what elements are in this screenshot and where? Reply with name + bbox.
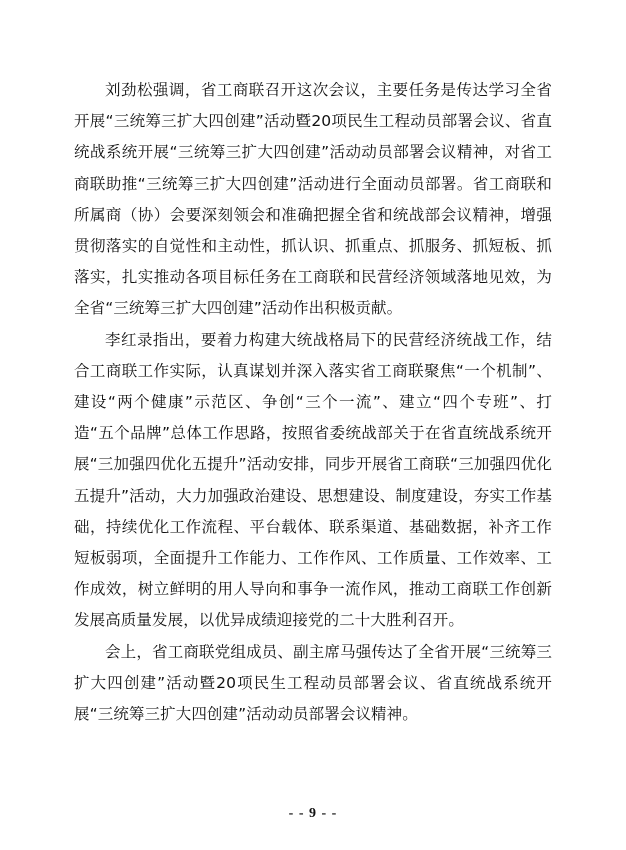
body-text [74, 75, 552, 730]
paragraph-1: 刘劲松强调，省工商联召开这次会议，主要任务是传达学习全省开展“三统筹三扩大四创建”活动暨20项民生工程动员部署会议、省直统战系统开展“三统筹三扩大四创建”活动动员部署会议精神，对省工商联助推“三统筹三扩大四创建”活动进行全面动员部署。省工商联和所属商（协）会要深刻领会和准确把握全省和统战部会议精神，增强贯彻落实的自觉性和主动性，抓认识、抓重点、抓服务、抓短板、抓落实，扎实推动各项目标任务在工商联和民营经济领域落地见效，为全省“三统筹三扩大四创建”活动作出积极贡献。 [74, 81, 552, 318]
paragraph-3: 会上，省工商联党组成员、副主席马强传达了全省开展“三统筹三扩大四创建”活动暨20项民生工程动员部署会议、省直统战系统开展“三统筹三扩大四创建”活动动员部署会议精神。 [74, 642, 552, 724]
page-number: - - 9 - - [288, 806, 338, 821]
paragraph-2: 李红录指出，要着力构建大统战格局下的民营经济统战工作，结合工商联工作实际，认真谋划并深入落实省工商联聚焦“一个机制”、建设“两个健康”示范区、争创“三个一流”、建立“四个专班”、打造“五个品牌”总体工作思路，按照省委统战部关于在省直统战系统开展“三加强四优化五提升”活动安排，同步开展省工商联“三加强四优化五提升”活动，大力加强政治建设、思想建设、制度建设，夯实工作基础，持续优化工作流程、平台载体、联系渠道、基础数据，补齐工作短板弱项，全面提升工作能力、工作作风、工作质量、工作效率、工作成效，树立鲜明的用人导向和事争一流作风，推动工商联工作创新发展高质量发展，以优异成绩迎接党的二十大胜利召开。 [74, 330, 552, 630]
